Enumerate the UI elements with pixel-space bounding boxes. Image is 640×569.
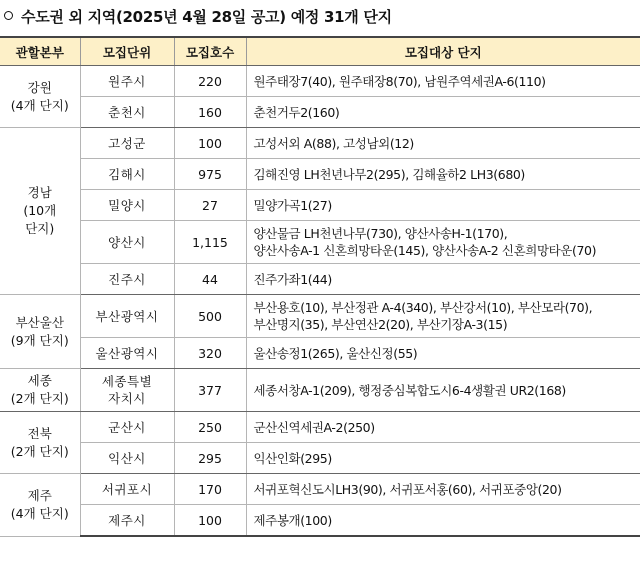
page-title bbox=[4, 6, 392, 27]
hq-name: 경남 bbox=[27, 185, 52, 200]
target-line: 부산명지(35), 부산연산2(20), 부산기장A-3(15) bbox=[253, 317, 508, 332]
table-row bbox=[0, 295, 640, 338]
table-row bbox=[0, 338, 640, 369]
targets-cell: 밀양가곡1(27) bbox=[246, 190, 640, 221]
count-cell: 975 bbox=[174, 159, 246, 190]
count-cell: 320 bbox=[174, 338, 246, 369]
unit-cell: 춘천시 bbox=[80, 97, 174, 128]
count-cell: 250 bbox=[174, 412, 246, 443]
count-cell: 170 bbox=[174, 474, 246, 505]
count-cell: 295 bbox=[174, 443, 246, 474]
hq-count: (10개 bbox=[23, 203, 57, 218]
unit-cell: 군산시 bbox=[80, 412, 174, 443]
hq-cell bbox=[0, 474, 80, 537]
hq-cell bbox=[0, 66, 80, 128]
count-cell: 1,115 bbox=[174, 221, 246, 264]
targets-cell: 원주태장7(40), 원주태장8(70), 남원주역세권A-6(110) bbox=[246, 66, 640, 97]
table-row bbox=[0, 369, 640, 412]
unit-cell: 김해시 bbox=[80, 159, 174, 190]
targets-cell bbox=[246, 295, 640, 338]
hq-count: (2개 단지) bbox=[10, 443, 69, 459]
targets-cell: 군산신역세권A-2(250) bbox=[246, 412, 640, 443]
hq-count: (9개 단지) bbox=[10, 332, 69, 348]
targets-cell: 진주가좌1(44) bbox=[246, 264, 640, 295]
table-row bbox=[0, 159, 640, 190]
header-targets: 모집대상 단지 bbox=[246, 37, 640, 66]
circle-bullet-icon bbox=[4, 11, 13, 20]
targets-cell: 익산인화(295) bbox=[246, 443, 640, 474]
unit-line: 세종특별 bbox=[101, 374, 153, 389]
hq-count: (2개 단지) bbox=[10, 391, 69, 406]
header-hq: 관할본부 bbox=[0, 37, 80, 66]
count-cell: 100 bbox=[174, 128, 246, 159]
table-row bbox=[0, 221, 640, 264]
unit-cell: 부산광역시 bbox=[80, 295, 174, 338]
table-row bbox=[0, 66, 640, 97]
table-header-row bbox=[0, 37, 640, 66]
header-unit: 모집단위 bbox=[80, 37, 174, 66]
count-cell: 220 bbox=[174, 66, 246, 97]
targets-cell bbox=[246, 221, 640, 264]
unit-cell: 밀양시 bbox=[80, 190, 174, 221]
target-line: 양산물금 LH천년나무(730), 양산사송H-1(170), bbox=[253, 226, 508, 241]
count-cell: 377 bbox=[174, 369, 246, 412]
unit-cell: 양산시 bbox=[80, 221, 174, 264]
hq-count: (4개 단지) bbox=[10, 97, 69, 113]
targets-cell: 제주봉개(100) bbox=[246, 505, 640, 537]
targets-cell: 울산송정1(265), 울산신정(55) bbox=[246, 338, 640, 369]
unit-cell: 서귀포시 bbox=[80, 474, 174, 505]
targets-cell: 춘천거두2(160) bbox=[246, 97, 640, 128]
table-row bbox=[0, 412, 640, 443]
hq-cell bbox=[0, 369, 80, 412]
hq-name: 부산울산 bbox=[15, 314, 64, 330]
table-row bbox=[0, 443, 640, 474]
page-title-text: 수도권 외 지역(2025년 4월 28일 공고) 예정 31개 단지 bbox=[21, 8, 392, 26]
target-line: 양산사송A-1 신혼희망타운(145), 양산사송A-2 신혼희망타운(70) bbox=[253, 243, 597, 258]
unit-cell: 고성군 bbox=[80, 128, 174, 159]
targets-cell: 김해진영 LH천년나무2(295), 김해율하2 LH3(680) bbox=[246, 159, 640, 190]
count-cell: 500 bbox=[174, 295, 246, 338]
unit-cell: 익산시 bbox=[80, 443, 174, 474]
hq-name: 강원 bbox=[27, 79, 52, 95]
unit-cell: 원주시 bbox=[80, 66, 174, 97]
hq-cell bbox=[0, 412, 80, 474]
hq-cell bbox=[0, 128, 80, 295]
targets-cell: 서귀포혁신도시LH3(90), 서귀포서홍(60), 서귀포중앙(20) bbox=[246, 474, 640, 505]
targets-cell: 세종서창A-1(209), 행정중심복합도시6-4생활권 UR2(168) bbox=[246, 369, 640, 412]
count-cell: 44 bbox=[174, 264, 246, 295]
count-cell: 100 bbox=[174, 505, 246, 537]
unit-cell: 울산광역시 bbox=[80, 338, 174, 369]
hq-cell bbox=[0, 295, 80, 369]
hq-name: 전북 bbox=[27, 425, 52, 441]
table-row bbox=[0, 190, 640, 221]
table-row bbox=[0, 128, 640, 159]
table-row bbox=[0, 264, 640, 295]
table-row bbox=[0, 97, 640, 128]
hq-name: 제주 bbox=[27, 487, 52, 503]
count-cell: 160 bbox=[174, 97, 246, 128]
hq-count-2: 단지) bbox=[25, 221, 55, 236]
hq-name: 세종 bbox=[27, 373, 52, 388]
unit-cell: 진주시 bbox=[80, 264, 174, 295]
unit-cell: 제주시 bbox=[80, 505, 174, 537]
recruitment-table bbox=[0, 36, 640, 537]
count-cell: 27 bbox=[174, 190, 246, 221]
unit-cell bbox=[80, 369, 174, 412]
target-line: 부산용호(10), 부산정관 A-4(340), 부산강서(10), 부산모라(70), bbox=[253, 300, 593, 315]
table-row bbox=[0, 474, 640, 505]
unit-line: 자치시 bbox=[108, 391, 146, 406]
header-count: 모집호수 bbox=[174, 37, 246, 66]
table-row bbox=[0, 505, 640, 537]
hq-count: (4개 단지) bbox=[10, 505, 69, 521]
targets-cell: 고성서외 A(88), 고성남외(12) bbox=[246, 128, 640, 159]
